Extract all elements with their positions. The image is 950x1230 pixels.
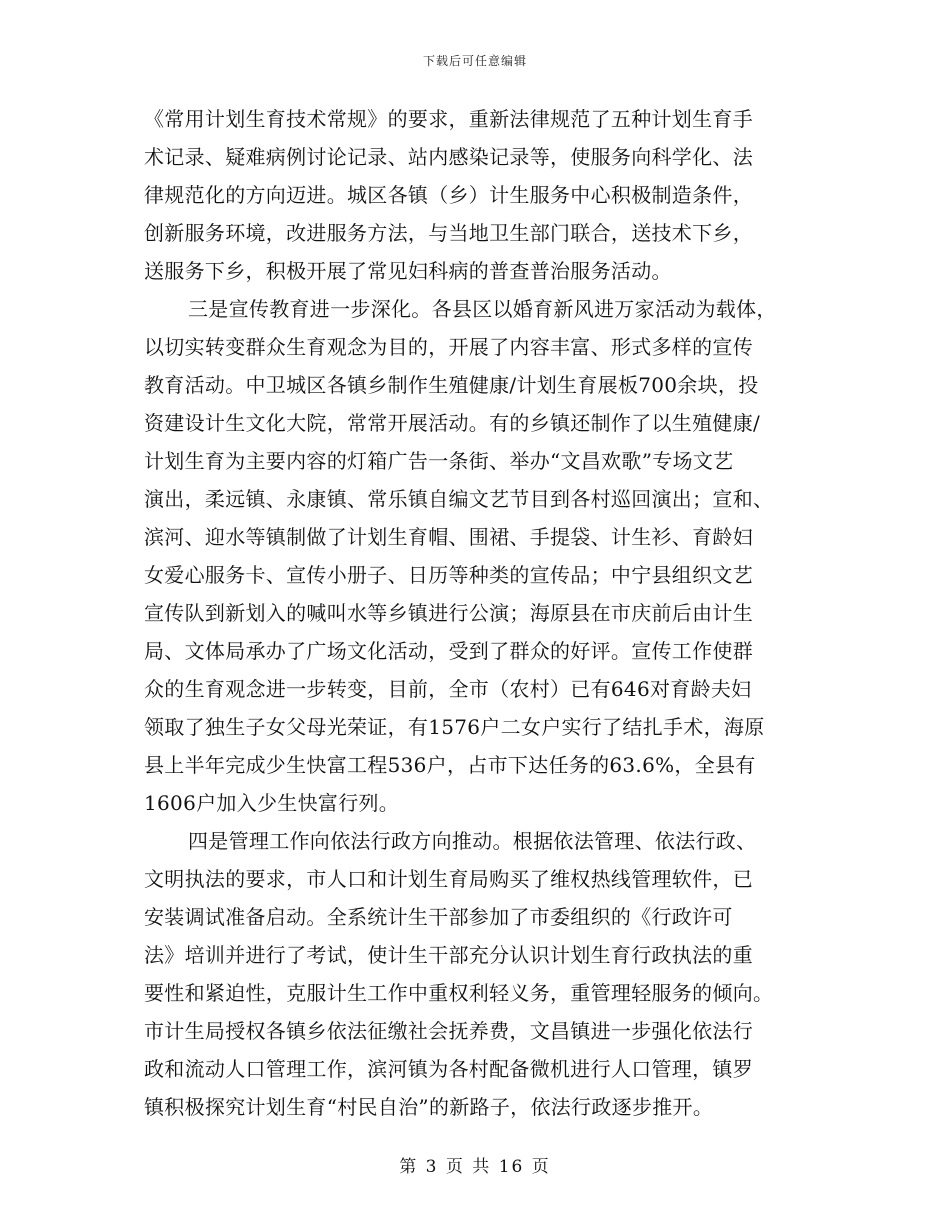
text-line: 镇积极探究计划生育“村民自治”的新路子，依法行政逐步推开。 (144, 1095, 714, 1119)
paragraph-start-line: 四是管理工作向依法行政方向推动。根据依法管理、依法行政、 (188, 829, 757, 853)
text-line: 女爱心服务卡、宣传小册子、日历等种类的宣传品；中宁县组织文艺 (144, 563, 753, 587)
document-body (144, 100, 814, 1126)
text-line: 要性和紧迫性，克服计生工作中重权利轻义务，重管理轻服务的倾向。 (144, 981, 774, 1005)
text-line: 创新服务环境，改进服务方法，与当地卫生部门联合，送技术下乡， (144, 221, 753, 245)
page-number-footer: 第 3 页 共 16 页 (399, 1157, 551, 1177)
text-line: 政和流动人口管理工作，滨河镇为各村配备微机进行人口管理，镇罗 (144, 1057, 753, 1081)
text-line: 术记录、疑难病例讨论记录、站内感染记录等，使服务向科学化、法 (144, 145, 753, 169)
text-line: 县上半年完成少生快富工程536户，占市下达任务的63.6%，全县有 (144, 753, 756, 777)
text-line: 滨河、迎水等镇制做了计划生育帽、围裙、手提袋、计生衫、育龄妇 (144, 525, 753, 549)
text-line: 局、文体局承办了广场文化活动，受到了群众的好评。宣传工作使群 (144, 639, 753, 663)
text-line: 资建设计生文化大院，常常开展活动。有的乡镇还制作了以生殖健康/ (144, 411, 761, 435)
text-line: 安装调试准备启动。全系统计生干部参加了市委组织的《行政许可 (144, 905, 733, 929)
text-line: 《常用计划生育技术常规》的要求，重新法律规范了五种计划生育手 (144, 107, 753, 131)
text-line: 律规范化的方向迈进。城区各镇（乡）计生服务中心积极制造条件， (144, 183, 753, 207)
text-line: 宣传队到新划入的喊叫水等乡镇进行公演；海原县在市庆前后由计生 (144, 601, 753, 625)
page-header: 下载后可任意编辑 (422, 54, 527, 68)
text-line: 众的生育观念进一步转变，目前，全市（农村）已有646对育龄夫妇 (144, 677, 752, 701)
text-line: 计划生育为主要内容的灯箱广告一条街、举办“文昌欢歌”专场文艺 (144, 449, 734, 473)
text-line: 领取了独生子女父母光荣证，有1576户二女户实行了结扎手术，海原 (144, 715, 765, 739)
text-line: 演出，柔远镇、永康镇、常乐镇自编文艺节目到各村巡回演出；宣和、 (144, 487, 774, 511)
text-line: 1606户加入少生快富行列。 (144, 791, 400, 815)
paragraph-start-line: 三是宣传教育进一步深化。各县区以婚育新风进万家活动为载体， (188, 297, 777, 321)
text-line: 教育活动。中卫城区各镇乡制作生殖健康/计划生育展板700余块，投 (144, 373, 759, 397)
text-line: 市计生局授权各镇乡依法征缴社会抚养费，文昌镇进一步强化依法行 (144, 1019, 753, 1043)
text-line: 以切实转变群众生育观念为目的，开展了内容丰富、形式多样的宣传 (144, 335, 753, 359)
text-line: 法》培训并进行了考试，使计生干部充分认识计划生育行政执法的重 (144, 943, 753, 967)
text-line: 送服务下乡，积极开展了常见妇科病的普查普治服务活动。 (144, 259, 672, 283)
text-line: 文明执法的要求，市人口和计划生育局购买了维权热线管理软件，已 (144, 867, 753, 891)
